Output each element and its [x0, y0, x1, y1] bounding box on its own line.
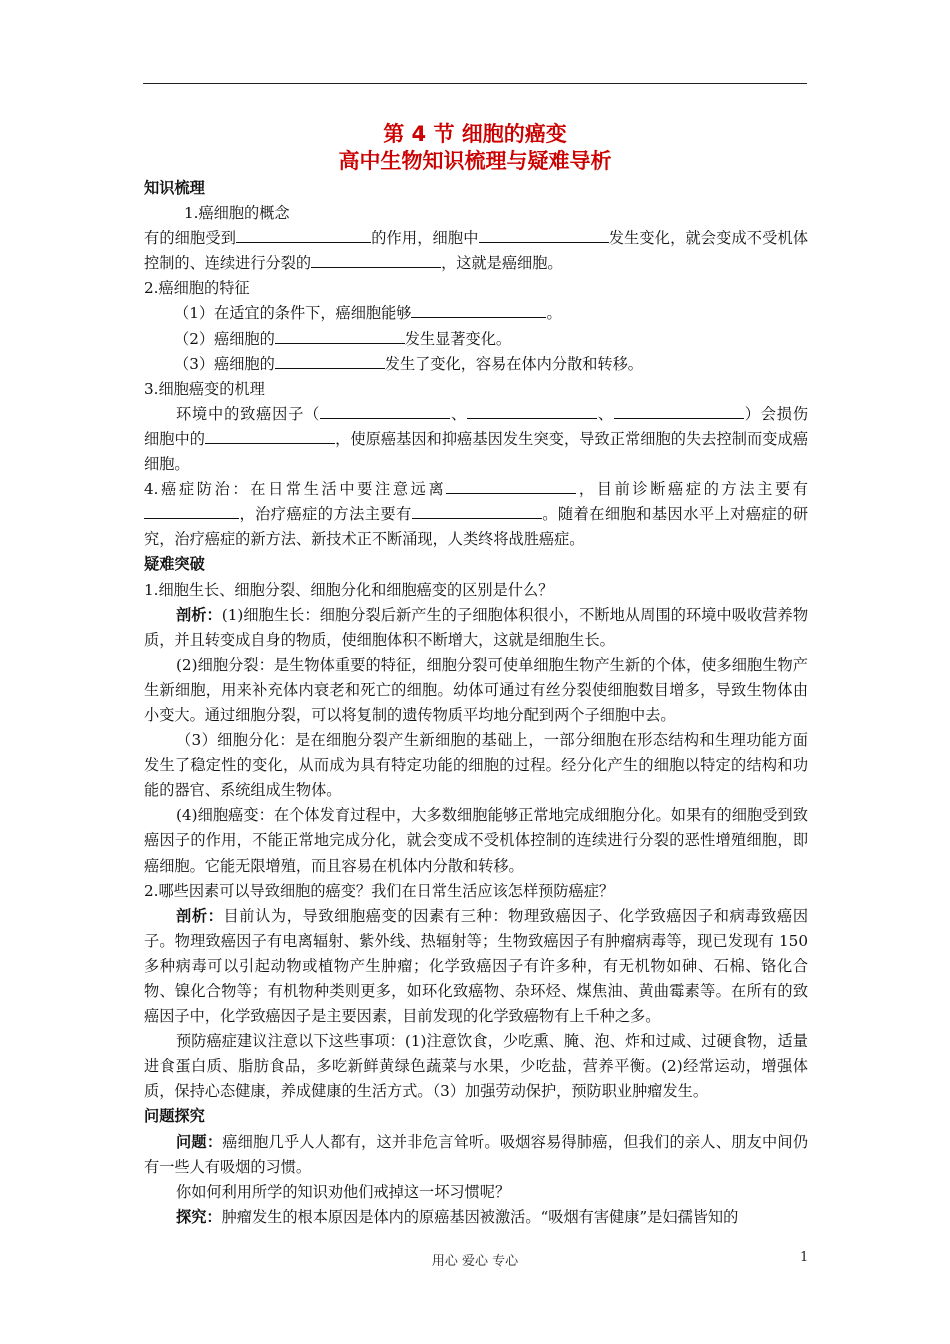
- fill-blank: [205, 427, 335, 444]
- fill-blank: [446, 477, 576, 494]
- header-rule: [143, 83, 807, 84]
- fill-blank: [275, 327, 405, 344]
- item2-2: （2）癌细胞的 发生显著变化。: [144, 327, 808, 352]
- inquiry-question: 问题：癌细胞几乎人人都有，这并非危言耸听。吸烟容易得肺癌，但我们的亲人、朋友中间仍有一些人有吸烟的习惯。: [144, 1132, 809, 1176]
- analysis-label: 剖析：: [176, 605, 222, 624]
- fill-blank: [320, 402, 450, 419]
- page-title: 第 4 节 细胞的癌变: [383, 122, 567, 146]
- fill-blank: [412, 502, 542, 519]
- page-subtitle: 高中生物知识梳理与疑难导析: [338, 149, 612, 173]
- section-heading-knowledge: 知识梳理: [144, 179, 205, 197]
- item2-1: （1）在适宜的条件下，癌细胞能够 。: [144, 301, 808, 326]
- section-heading-inquiry: 问题探究: [144, 1107, 205, 1126]
- item1-title: 1.癌细胞的概念: [184, 204, 290, 223]
- answer-1-part-3: （3）细胞分化：是在细胞分裂产生新细胞的基础上，一部分细胞在形态结构和生理功能方面发生了稳定性的变化，从而成为具有特定功能的细胞的过程。经分化产生的细胞以特定的结构和功能的器官、系统组成生物体。: [144, 731, 808, 800]
- fill-blank: [144, 502, 239, 519]
- document-body: [144, 176, 808, 1230]
- fill-blank: [275, 352, 385, 369]
- inquiry-exploration: 探究：肿瘤发生的根本原因是体内的原癌基因被激活。“吸烟有害健康”是妇孺皆知的: [176, 1207, 739, 1226]
- answer-1-part-4: (4)细胞癌变：在个体发育过程中，大多数细胞能够正常地完成细胞分化。如果有的细胞受到致癌因子的作用，不能正常地完成分化，就会变成不受机体控制的连续进行分裂的恶性增殖细胞，即癌细胞。它能无限增殖，而且容易在机体内分散和转移。: [144, 806, 808, 875]
- fill-blank: [614, 402, 744, 419]
- question-label: 问题：: [176, 1132, 223, 1151]
- item3-text: 环境中的致癌因子（ 、 、 ）会损伤细胞中的 ，使原癌基因和抑癌基因发生突变，导致正常细胞的失去控制而变成癌细胞。: [144, 402, 808, 477]
- item3-title: 3.细胞癌变的机理: [144, 379, 265, 398]
- section-heading-difficulties: 疑难突破: [144, 555, 205, 574]
- answer-1-part-1: 剖析：(1)细胞生长：细胞分裂后新产生的子细胞体积很小，不断地从周围的环境中吸收营养物质，并且转变成自身的物质，使细胞体积不断增大，这就是细胞生长。: [144, 605, 809, 649]
- answer-2-part-1: 剖析：目前认为，导致细胞癌变的因素有三种：物理致癌因子、化学致癌因子和病毒致癌因子。物理致癌因子有电离辐射、紫外线、热辐射等；生物致癌因子有肿瘤病毒等，现已发现有 150 多种病毒可以引起动物或植物产生肿瘤；化学致癌因子有许多种，有无机物如砷、石棉、铬化合物、镍化合物等；有机物种类则更多，如环化致癌物、杂环烃、煤焦油、黄曲霉素等。在所有的致癌因子中，化学致癌因子是主要因素，目前发现的化学致癌物有上千种之多。: [144, 906, 809, 1026]
- fill-blank: [311, 251, 441, 268]
- page-footer: 用心 爱心 专心: [431, 1254, 519, 1269]
- question-2: 2.哪些因素可以导致细胞的癌变？我们在日常生活应该怎样预防癌症？: [144, 881, 615, 900]
- item2-title: 2.癌细胞的特征: [144, 279, 250, 298]
- answer-2-part-2: 预防癌症建议注意以下这些事项：(1)注意饮食，少吃熏、腌、泡、炸和过咸、过硬食物，适量进食蛋白质、脂肪食品，多吃新鲜黄绿色蔬菜与水果，少吃盐，营养平衡。(2)经常运动，增强体质，保持心态健康，养成健康的生活方式。（3）加强劳动保护，预防职业肿瘤发生。: [144, 1032, 808, 1101]
- item1-text: 有的细胞受到 的作用，细胞中 发生变化，就会变成不受机体控制的、连续进行分裂的 ，这就是癌细胞。: [144, 226, 808, 276]
- fill-blank: [411, 301, 546, 318]
- fill-blank: [479, 226, 609, 243]
- question-1: 1.细胞生长、细胞分裂、细胞分化和细胞癌变的区别是什么？: [144, 580, 554, 599]
- analysis-label: 剖析：: [176, 906, 224, 925]
- item4-text: 4.癌症防治：在日常生活中要注意远离 ，目前诊断癌症的方法主要有，治疗癌症的方法主要有 。随着在细胞和基因水平上对癌症的研究，治疗癌症的新方法、新技术正不断涌现，人类终将战胜癌症。: [144, 477, 808, 552]
- page-number: 1: [800, 1250, 809, 1265]
- answer-1-part-2: (2)细胞分裂：是生物体重要的特征，细胞分裂可使单细胞生物产生新的个体，使多细胞生物产生新细胞，用来补充体内衰老和死亡的细胞。幼体可通过有丝分裂使细胞数目增多，导致生物体由小变大。通过细胞分裂，可以将复制的遗传物质平均地分配到两个子细胞中去。: [144, 655, 808, 724]
- item2-3: （3）癌细胞的 发生了变化，容易在体内分散和转移。: [144, 352, 808, 377]
- fill-blank: [236, 226, 371, 243]
- fill-blank: [467, 402, 597, 419]
- inquiry-question-2: 你如何利用所学的知识劝他们戒掉这一坏习惯呢？: [176, 1182, 511, 1201]
- exploration-label: 探究：: [176, 1207, 222, 1226]
